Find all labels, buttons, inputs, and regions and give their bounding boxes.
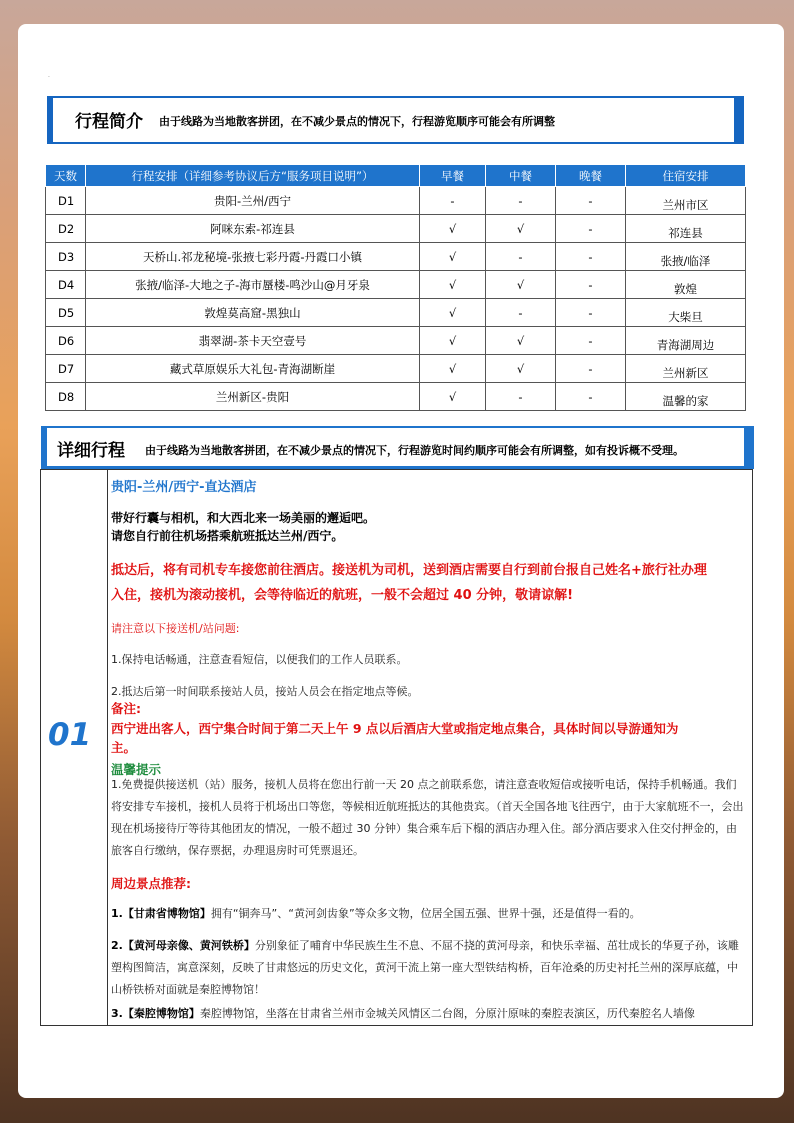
- dinner-cell: -: [556, 187, 626, 215]
- route-cell: 张掖/临泽-大地之子-海市蜃楼-鸣沙山@月牙泉: [86, 271, 420, 299]
- day-cell: D4: [46, 271, 86, 299]
- lunch-cell: -: [486, 187, 556, 215]
- pickup-notice: 抵达后，将有司机专车接您前往酒店。接送机为司机，送到酒店需要自行到前台报自己姓名+旅行社办理: [111, 563, 707, 578]
- nearby-item: [111, 935, 747, 1001]
- hotel-cell: 兰州新区: [626, 355, 746, 383]
- day-cell: D2: [46, 215, 86, 243]
- header-lunch: 中餐: [486, 165, 556, 187]
- day-number: 01: [48, 717, 92, 753]
- day-cell: D7: [46, 355, 86, 383]
- route-cell: 贵阳-兰州/西宁: [86, 187, 420, 215]
- breakfast-cell: -: [420, 187, 486, 215]
- table-row: [46, 327, 746, 355]
- hotel-cell: 温馨的家: [626, 383, 746, 411]
- breakfast-cell: √: [420, 355, 486, 383]
- lunch-cell: -: [486, 299, 556, 327]
- hotel-cell: 张掖/临泽: [626, 243, 746, 271]
- lunch-cell: √: [486, 327, 556, 355]
- table-header-row: [46, 165, 746, 187]
- nearby-item-text: 分别象征了哺育中华民族生生不息、不屈不挠的黄河母亲，和快乐幸福、茁壮成长的华夏子孙，该雕塑构图简洁，寓意深刻，反映了甘肃悠远的历史文化，黄河干流上第一座大型铁结构桥，百年沧桑的历史衬托兰州的深厚底蕴，中山桥铁桥对面就是秦腔博物馆！: [111, 939, 739, 996]
- section-note: 由于线路为当地散客拼团，在不减少景点的情况下，行程游览时间约顺序可能会有所调整，如有投诉概不受理。: [145, 444, 684, 457]
- table-row: [46, 215, 746, 243]
- notice-item: 1.保持电话畅通，注意查看短信，以便我们的工作人员联系。: [111, 653, 408, 666]
- table-row: [46, 355, 746, 383]
- table-row: [46, 187, 746, 215]
- route-cell: 藏式草原娱乐大礼包-青海湖断崖: [86, 355, 420, 383]
- dinner-cell: -: [556, 271, 626, 299]
- header-stripe: [734, 98, 742, 142]
- tips-text: 1.免费提供接送机（站）服务，接机人员将在您出行前一天 20 点之前联系您，请注意查收短信或接听电话，保持手机畅通。我们将安排专车接机，接机人员将于机场出口等您，等候相近航班抵达的其他贵宾。（首天全国各地飞往西宁，由于大家航班不一，会出现在机场接待厅等待其他团友的情况，一般不超过 30 分钟）集合乘车后下榻的酒店办理入住。部分酒店要求入住交付押金的，由旅客自行缴纳，保存票据，办理退房时可凭票退还。: [111, 778, 744, 857]
- page-card: [18, 24, 784, 1098]
- dinner-cell: -: [556, 355, 626, 383]
- day-cell: D8: [46, 383, 86, 411]
- intro-line: 带好行囊与相机，和大西北来一场美丽的邂逅吧。: [111, 511, 376, 525]
- remark-text: 主。: [111, 740, 137, 755]
- day-detail-block: [40, 469, 753, 1026]
- nearby-item: [111, 1003, 747, 1025]
- header-route: 行程安排（详细参考协议后方“服务项目说明”）: [86, 165, 420, 187]
- lunch-cell: -: [486, 243, 556, 271]
- nearby-item-name: 3.【秦腔博物馆】: [111, 1007, 200, 1020]
- route-cell: 兰州新区-贵阳: [86, 383, 420, 411]
- nearby-item-text: 拥有“铜奔马”、“黄河剑齿象”等众多文物，位居全国五强、世界十强，还是值得一看的。: [210, 907, 641, 920]
- breakfast-cell: √: [420, 383, 486, 411]
- lunch-cell: √: [486, 215, 556, 243]
- breakfast-cell: √: [420, 243, 486, 271]
- header-day: 天数: [46, 165, 86, 187]
- tips-heading: 温馨提示: [111, 762, 162, 777]
- hotel-cell: 大柴旦: [626, 299, 746, 327]
- table-row: [46, 243, 746, 271]
- dinner-cell: -: [556, 299, 626, 327]
- page-dot: ·: [48, 74, 50, 81]
- header-dinner: 晚餐: [556, 165, 626, 187]
- section-title: 详细行程: [57, 441, 125, 461]
- header-breakfast: 早餐: [420, 165, 486, 187]
- table-row: [46, 383, 746, 411]
- breakfast-cell: √: [420, 299, 486, 327]
- nearby-item-name: 2.【黄河母亲像、黄河铁桥】: [111, 939, 255, 952]
- hotel-cell: 兰州市区: [626, 187, 746, 215]
- remark-heading: 备注:: [111, 701, 141, 716]
- route-cell: 天桥山.祁龙秘境-张掖七彩丹霞-丹霞口小镇: [86, 243, 420, 271]
- itinerary-table: [45, 164, 746, 411]
- dinner-cell: -: [556, 383, 626, 411]
- day-cell: D5: [46, 299, 86, 327]
- table-row: [46, 299, 746, 327]
- breakfast-cell: √: [420, 271, 486, 299]
- route-cell: 翡翠湖-茶卡天空壹号: [86, 327, 420, 355]
- day-cell: D6: [46, 327, 86, 355]
- route-cell: 敦煌莫高窟-黑独山: [86, 299, 420, 327]
- remark-text: 西宁进出客人，西宁集合时间于第二天上午 9 点以后酒店大堂或指定地点集合，具体时间以导游通知为: [111, 721, 679, 736]
- header-hotel: 住宿安排: [626, 165, 746, 187]
- section-note: 由于线路为当地散客拼团，在不减少景点的情况下，行程游览顺序可能会有所调整: [159, 115, 555, 128]
- hotel-cell: 敦煌: [626, 271, 746, 299]
- itinerary-summary-header: [47, 96, 744, 144]
- nearby-item: [111, 903, 747, 925]
- dinner-cell: -: [556, 327, 626, 355]
- lunch-cell: √: [486, 271, 556, 299]
- notice-item: 2.抵达后第一时间联系接站人员，接站人员会在指定地点等候。: [111, 685, 419, 698]
- dinner-cell: -: [556, 243, 626, 271]
- lunch-cell: √: [486, 355, 556, 383]
- nearby-item-name: 1.【甘肃省博物馆】: [111, 907, 211, 920]
- day-cell: D1: [46, 187, 86, 215]
- pickup-notice: 入住，接机为滚动接机，会等待临近的航班，一般不会超过 40 分钟，敬请谅解!: [111, 588, 574, 603]
- dinner-cell: -: [556, 215, 626, 243]
- intro-line: 请您自行前往机场搭乘航班抵达兰州/西宁。: [111, 529, 344, 543]
- breakfast-cell: √: [420, 215, 486, 243]
- day-number-column: [41, 470, 108, 1025]
- nearby-item-text: 秦腔博物馆，坐落在甘肃省兰州市金城关风情区二台阁，分原汁原味的秦腔表演区，历代秦腔名人墙像: [199, 1007, 695, 1020]
- day-title: 贵阳-兰州/西宁-直达酒店: [111, 480, 257, 495]
- route-cell: 阿咪东索-祁连县: [86, 215, 420, 243]
- lunch-cell: -: [486, 383, 556, 411]
- breakfast-cell: √: [420, 327, 486, 355]
- table-row: [46, 271, 746, 299]
- nearby-heading: 周边景点推荐:: [111, 876, 191, 891]
- hotel-cell: 青海湖周边: [626, 327, 746, 355]
- detailed-itinerary-header: [41, 426, 754, 469]
- hotel-cell: 祁连县: [626, 215, 746, 243]
- section-title: 行程简介: [75, 112, 143, 132]
- day-cell: D3: [46, 243, 86, 271]
- notice-heading: 请注意以下接送机/站问题:: [111, 622, 240, 635]
